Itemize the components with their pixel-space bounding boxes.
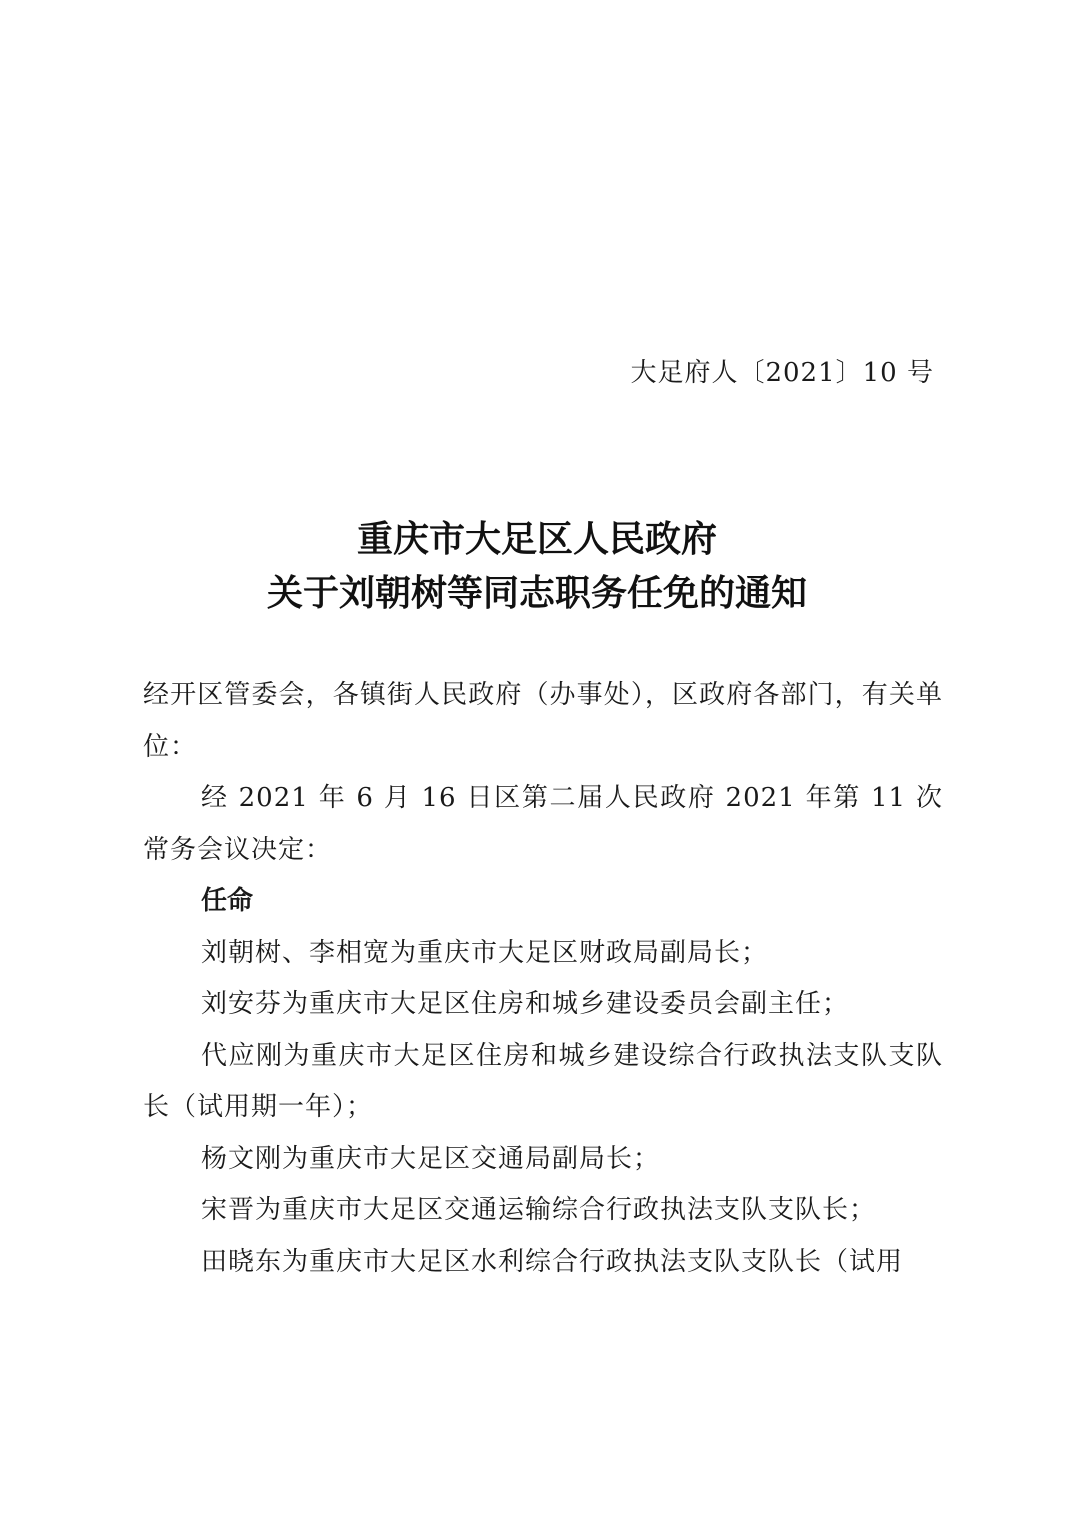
appointment-item: 宋晋为重庆市大足区交通运输综合行政执法支队支队长； (201, 1195, 877, 1225)
appointment-item: 田晓东为重庆市大足区水利综合行政执法支队支队长（试用 (201, 1246, 904, 1277)
document-title (0, 512, 1074, 620)
title-line-2: 关于刘朝树等同志职务任免的通知 (266, 572, 807, 614)
salutation: 经开区管委会，各镇街人民政府（办事处），区政府各部门，有关单位： (143, 680, 943, 762)
appointment-item: 刘朝树、李相宽为重庆市大足区财政局副局长； (201, 937, 769, 968)
appointment-item: 杨文刚为重庆市大足区交通局副局长； (201, 1143, 661, 1174)
document-number: 大足府人〔2021〕10 号 (630, 358, 934, 388)
intro-paragraph: 经 2021 年 6 月 16 日区第二届人民政府 2021 年第 11 次常务会议决定： (143, 783, 943, 865)
document-body (143, 670, 943, 1288)
section-heading-appoint: 任命 (201, 886, 254, 916)
appointment-item: 刘安芬为重庆市大足区住房和城乡建设委员会副主任； (201, 989, 850, 1019)
appointment-item: 代应刚为重庆市大足区住房和城乡建设综合行政执法支队支队长（试用期一年）； (143, 1040, 943, 1122)
title-line-1: 重庆市大足区人民政府 (356, 518, 717, 560)
